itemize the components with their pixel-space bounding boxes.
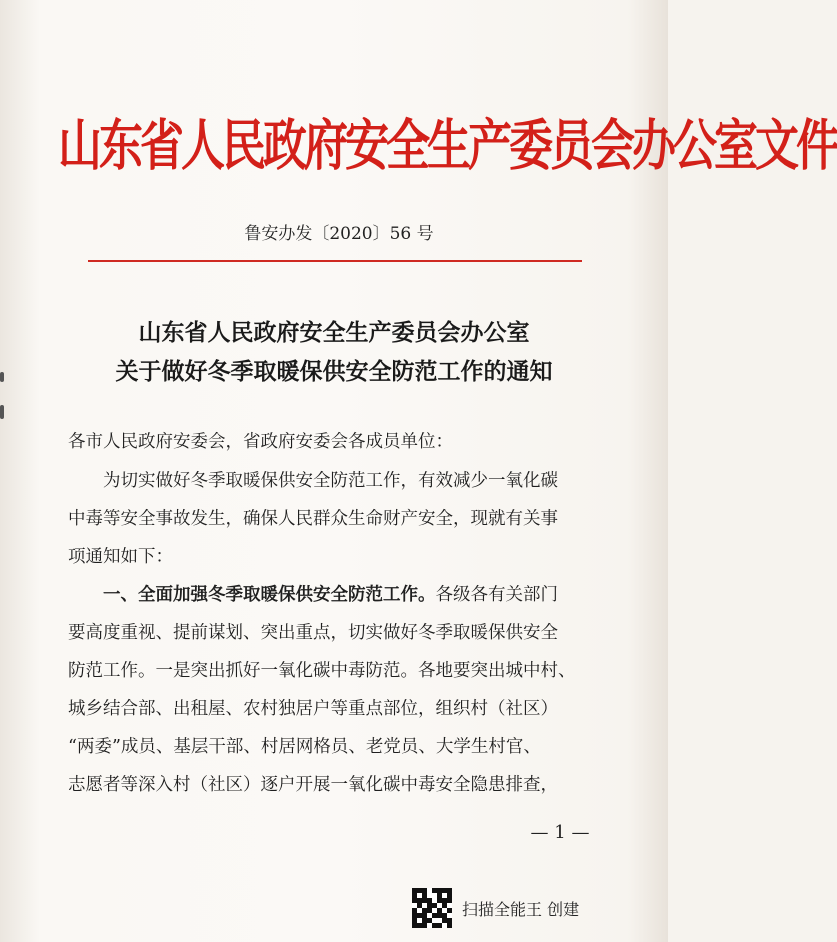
page-number: — 1 — xyxy=(530,822,590,843)
section-1-line-5: “两委”成员、基层干部、村居网格员、老党员、大学生村官、 xyxy=(68,737,541,757)
section-1-heading: 一、全面加强冬季取暖保供安全防范工作。 xyxy=(103,585,436,605)
section-1-first-line-rest: 各级各有关部门 xyxy=(435,585,558,605)
issuing-authority-header: 山东省人民政府安全生产委员会办公室文件 xyxy=(58,114,837,179)
notice-title-line-2: 关于做好冬季取暖保供安全防范工作的通知 xyxy=(115,358,553,385)
section-1-line-2: 要高度重视、提前谋划、突出重点，切实做好冬季取暖保供安全 xyxy=(68,623,558,643)
scanner-watermark xyxy=(412,886,579,930)
intro-line-3: 项通知如下： xyxy=(68,547,173,567)
scan-edge-mark xyxy=(0,405,4,419)
notice-title-line-1: 山东省人民政府安全生产委员会办公室 xyxy=(138,319,530,346)
section-1-line-6: 志愿者等深入村（社区）逐户开展一氧化碳中毒安全隐患排查， xyxy=(68,775,558,795)
section-1-first-line xyxy=(103,577,598,613)
scanner-label: 扫描全能王 创建 xyxy=(462,899,580,919)
intro-line-2: 中毒等安全事故发生，确保人民群众生命财产安全，现就有关事 xyxy=(68,509,558,529)
section-1-line-3: 防范工作。一是突出抓好一氧化碳中毒防范。各地要突出城中村、 xyxy=(68,661,576,681)
red-separator-line xyxy=(88,260,582,262)
addressee-line: 各市人民政府安委会，省政府安委会各成员单位： xyxy=(68,432,453,452)
qr-code-icon xyxy=(412,888,452,928)
intro-line-1: 为切实做好冬季取暖保供安全防范工作，有效减少一氧化碳 xyxy=(103,471,558,491)
section-1-line-4: 城乡结合部、出租屋、农村独居户等重点部位，组织村（社区） xyxy=(68,699,558,719)
document-number: 鲁安办发〔2020〕56 号 xyxy=(244,224,434,244)
